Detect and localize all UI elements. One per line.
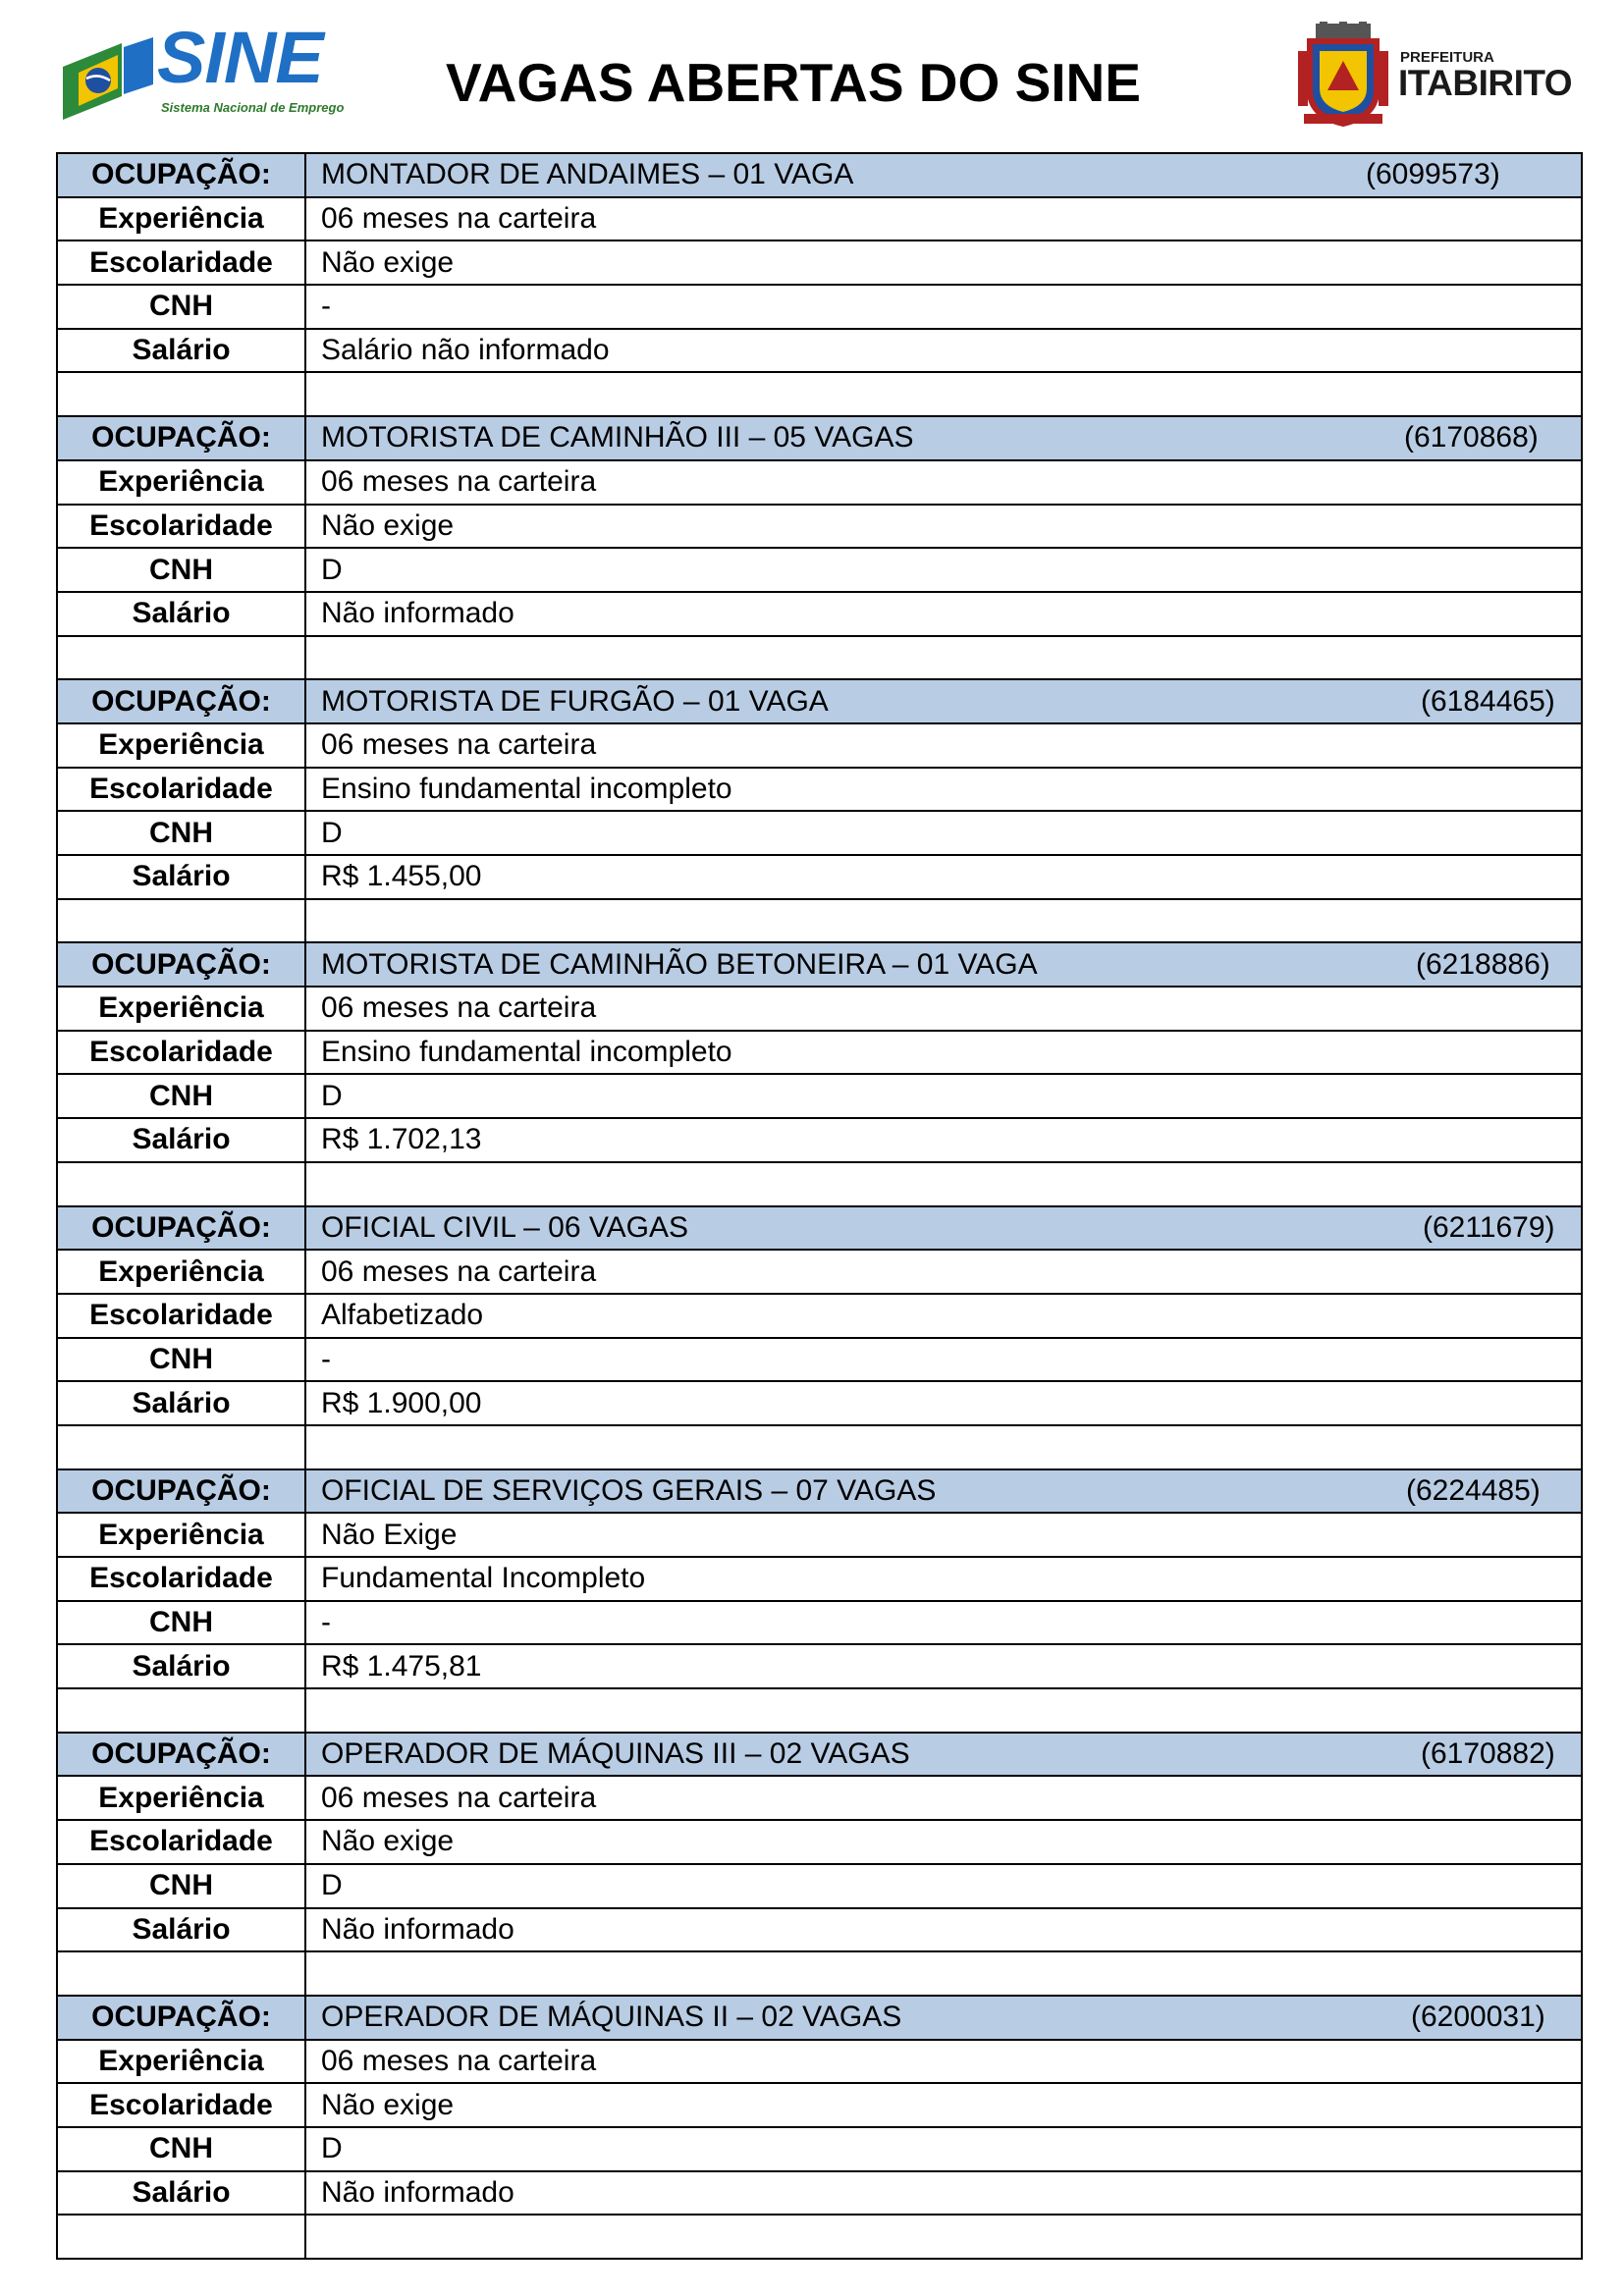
- occupation-label: OCUPAÇÃO:: [57, 153, 305, 197]
- occupation-row: [57, 1996, 1582, 2040]
- cnh-row: [57, 1864, 1582, 1908]
- occupation-title: OFICIAL CIVIL – 06 VAGAS: [321, 1210, 689, 1244]
- occupation-cell: [305, 679, 1582, 723]
- escolaridade-label: Escolaridade: [57, 1294, 305, 1338]
- experiencia-row: [57, 460, 1582, 505]
- occupation-cell: [305, 1469, 1582, 1514]
- prefeitura-name: ITABIRITO: [1398, 63, 1573, 103]
- escolaridade-row: [57, 1294, 1582, 1338]
- experiencia-value: 06 meses na carteira: [305, 987, 1582, 1031]
- sine-logo-text: SINE: [157, 17, 323, 98]
- prefeitura-logo: [1294, 22, 1573, 128]
- cnh-row: [57, 811, 1582, 855]
- city-crest-icon: [1294, 22, 1392, 128]
- experiencia-label: Experiência: [57, 723, 305, 768]
- page-header: [0, 0, 1624, 147]
- salario-value: R$ 1.475,81: [305, 1644, 1582, 1688]
- spacer-cell: [57, 1688, 305, 1733]
- cnh-row: [57, 1074, 1582, 1118]
- occupation-code: (6200031): [1411, 2001, 1545, 2034]
- escolaridade-row: [57, 240, 1582, 285]
- spacer-row: [57, 1162, 1582, 1206]
- spacer-cell: [57, 899, 305, 943]
- spacer-cell: [305, 2215, 1582, 2259]
- occupation-code: (6184465): [1421, 684, 1555, 718]
- escolaridade-label: Escolaridade: [57, 505, 305, 549]
- occupation-row: [57, 942, 1582, 987]
- job-openings-table: [56, 152, 1583, 2260]
- salario-row: [57, 329, 1582, 373]
- experiencia-label: Experiência: [57, 1513, 305, 1557]
- spacer-row: [57, 2215, 1582, 2259]
- salario-value: Não informado: [305, 592, 1582, 636]
- occupation-cell: [305, 942, 1582, 987]
- escolaridade-value: Ensino fundamental incompleto: [305, 768, 1582, 812]
- occupation-title: MOTORISTA DE CAMINHÃO III – 05 VAGAS: [321, 421, 914, 454]
- occupation-row: [57, 416, 1582, 460]
- experiencia-value: 06 meses na carteira: [305, 2040, 1582, 2084]
- escolaridade-label: Escolaridade: [57, 240, 305, 285]
- occupation-label: OCUPAÇÃO:: [57, 679, 305, 723]
- spacer-cell: [305, 372, 1582, 416]
- cnh-value: D: [305, 2127, 1582, 2171]
- salario-value: Não informado: [305, 1908, 1582, 1952]
- salario-label: Salário: [57, 1381, 305, 1425]
- experiencia-row: [57, 723, 1582, 768]
- occupation-label: OCUPAÇÃO:: [57, 1996, 305, 2040]
- experiencia-row: [57, 197, 1582, 241]
- occupation-cell: [305, 153, 1582, 197]
- prefeitura-label: PREFEITURA: [1400, 49, 1494, 66]
- occupation-label: OCUPAÇÃO:: [57, 1206, 305, 1251]
- sine-logo-subtitle: Sistema Nacional de Emprego: [161, 100, 345, 115]
- experiencia-row: [57, 1250, 1582, 1294]
- experiencia-label: Experiência: [57, 1250, 305, 1294]
- occupation-row: [57, 1469, 1582, 1514]
- cnh-value: D: [305, 1074, 1582, 1118]
- occupation-title: MONTADOR DE ANDAIMES – 01 VAGA: [321, 158, 854, 191]
- cnh-value: D: [305, 1864, 1582, 1908]
- spacer-cell: [57, 1951, 305, 1996]
- page-title: VAGAS ABERTAS DO SINE: [446, 52, 1141, 113]
- occupation-code: (6224485): [1406, 1473, 1541, 1507]
- cnh-value: D: [305, 548, 1582, 592]
- cnh-value: D: [305, 811, 1582, 855]
- experiencia-value: 06 meses na carteira: [305, 723, 1582, 768]
- occupation-title: MOTORISTA DE CAMINHÃO BETONEIRA – 01 VAGA: [321, 947, 1038, 981]
- occupation-row: [57, 1206, 1582, 1251]
- salario-row: [57, 592, 1582, 636]
- sine-logo: [59, 17, 345, 122]
- salario-value: Não informado: [305, 2171, 1582, 2216]
- escolaridade-row: [57, 1820, 1582, 1864]
- occupation-title: OFICIAL DE SERVIÇOS GERAIS – 07 VAGAS: [321, 1473, 937, 1507]
- salario-value: R$ 1.455,00: [305, 855, 1582, 899]
- cnh-label: CNH: [57, 285, 305, 329]
- experiencia-label: Experiência: [57, 197, 305, 241]
- occupation-label: OCUPAÇÃO:: [57, 942, 305, 987]
- experiencia-value: 06 meses na carteira: [305, 1250, 1582, 1294]
- escolaridade-value: Não exige: [305, 240, 1582, 285]
- escolaridade-label: Escolaridade: [57, 1820, 305, 1864]
- salario-label: Salário: [57, 2171, 305, 2216]
- salario-label: Salário: [57, 592, 305, 636]
- spacer-cell: [305, 899, 1582, 943]
- cnh-value: -: [305, 1338, 1582, 1382]
- spacer-cell: [305, 1951, 1582, 1996]
- spacer-row: [57, 1425, 1582, 1469]
- occupation-row: [57, 679, 1582, 723]
- experiencia-label: Experiência: [57, 987, 305, 1031]
- occupation-label: OCUPAÇÃO:: [57, 1733, 305, 1777]
- cnh-row: [57, 1601, 1582, 1645]
- salario-label: Salário: [57, 1118, 305, 1162]
- escolaridade-label: Escolaridade: [57, 1031, 305, 1075]
- escolaridade-row: [57, 1031, 1582, 1075]
- experiencia-value: Não Exige: [305, 1513, 1582, 1557]
- salario-value: R$ 1.702,13: [305, 1118, 1582, 1162]
- salario-row: [57, 855, 1582, 899]
- salario-row: [57, 1118, 1582, 1162]
- occupation-code: (6099573): [1366, 158, 1500, 191]
- experiencia-row: [57, 987, 1582, 1031]
- experiencia-row: [57, 1513, 1582, 1557]
- cnh-row: [57, 1338, 1582, 1382]
- cnh-label: CNH: [57, 2127, 305, 2171]
- spacer-row: [57, 899, 1582, 943]
- spacer-cell: [57, 1162, 305, 1206]
- escolaridade-value: Não exige: [305, 1820, 1582, 1864]
- spacer-row: [57, 636, 1582, 680]
- occupation-title: OPERADOR DE MÁQUINAS III – 02 VAGAS: [321, 1737, 910, 1771]
- cnh-row: [57, 548, 1582, 592]
- escolaridade-row: [57, 505, 1582, 549]
- occupation-code: (6170882): [1421, 1737, 1555, 1771]
- spacer-cell: [57, 1425, 305, 1469]
- experiencia-value: 06 meses na carteira: [305, 197, 1582, 241]
- escolaridade-value: Não exige: [305, 2083, 1582, 2127]
- cnh-label: CNH: [57, 1601, 305, 1645]
- escolaridade-label: Escolaridade: [57, 2083, 305, 2127]
- cnh-label: CNH: [57, 1074, 305, 1118]
- occupation-cell: [305, 416, 1582, 460]
- salario-row: [57, 1381, 1582, 1425]
- salario-label: Salário: [57, 329, 305, 373]
- spacer-row: [57, 372, 1582, 416]
- escolaridade-value: Alfabetizado: [305, 1294, 1582, 1338]
- cnh-row: [57, 2127, 1582, 2171]
- salario-value: Salário não informado: [305, 329, 1582, 373]
- occupation-label: OCUPAÇÃO:: [57, 1469, 305, 1514]
- sine-flag-icon: [59, 37, 155, 120]
- cnh-value: -: [305, 285, 1582, 329]
- salario-label: Salário: [57, 1644, 305, 1688]
- spacer-cell: [57, 2215, 305, 2259]
- salario-row: [57, 1908, 1582, 1952]
- occupation-code: (6218886): [1416, 947, 1550, 981]
- cnh-value: -: [305, 1601, 1582, 1645]
- occupation-label: OCUPAÇÃO:: [57, 416, 305, 460]
- occupation-cell: [305, 1733, 1582, 1777]
- experiencia-row: [57, 2040, 1582, 2084]
- occupation-code: (6170868): [1404, 421, 1539, 454]
- salario-row: [57, 2171, 1582, 2216]
- cnh-label: CNH: [57, 1338, 305, 1382]
- escolaridade-row: [57, 1557, 1582, 1601]
- occupation-code: (6211679): [1423, 1210, 1555, 1244]
- cnh-label: CNH: [57, 1864, 305, 1908]
- spacer-row: [57, 1951, 1582, 1996]
- occupation-title: MOTORISTA DE FURGÃO – 01 VAGA: [321, 684, 829, 718]
- experiencia-label: Experiência: [57, 1776, 305, 1820]
- spacer-cell: [305, 1425, 1582, 1469]
- escolaridade-value: Ensino fundamental incompleto: [305, 1031, 1582, 1075]
- salario-row: [57, 1644, 1582, 1688]
- spacer-row: [57, 1688, 1582, 1733]
- cnh-label: CNH: [57, 548, 305, 592]
- escolaridade-value: Não exige: [305, 505, 1582, 549]
- experiencia-label: Experiência: [57, 2040, 305, 2084]
- spacer-cell: [305, 1688, 1582, 1733]
- experiencia-label: Experiência: [57, 460, 305, 505]
- spacer-cell: [57, 372, 305, 416]
- salario-label: Salário: [57, 855, 305, 899]
- escolaridade-label: Escolaridade: [57, 1557, 305, 1601]
- salario-value: R$ 1.900,00: [305, 1381, 1582, 1425]
- cnh-row: [57, 285, 1582, 329]
- experiencia-row: [57, 1776, 1582, 1820]
- occupation-row: [57, 1733, 1582, 1777]
- spacer-cell: [305, 1162, 1582, 1206]
- occupation-row: [57, 153, 1582, 197]
- escolaridade-value: Fundamental Incompleto: [305, 1557, 1582, 1601]
- escolaridade-row: [57, 2083, 1582, 2127]
- experiencia-value: 06 meses na carteira: [305, 460, 1582, 505]
- escolaridade-label: Escolaridade: [57, 768, 305, 812]
- occupation-cell: [305, 1996, 1582, 2040]
- occupation-title: OPERADOR DE MÁQUINAS II – 02 VAGAS: [321, 2001, 902, 2034]
- escolaridade-row: [57, 768, 1582, 812]
- occupation-cell: [305, 1206, 1582, 1251]
- experiencia-value: 06 meses na carteira: [305, 1776, 1582, 1820]
- salario-label: Salário: [57, 1908, 305, 1952]
- spacer-cell: [305, 636, 1582, 680]
- spacer-cell: [57, 636, 305, 680]
- cnh-label: CNH: [57, 811, 305, 855]
